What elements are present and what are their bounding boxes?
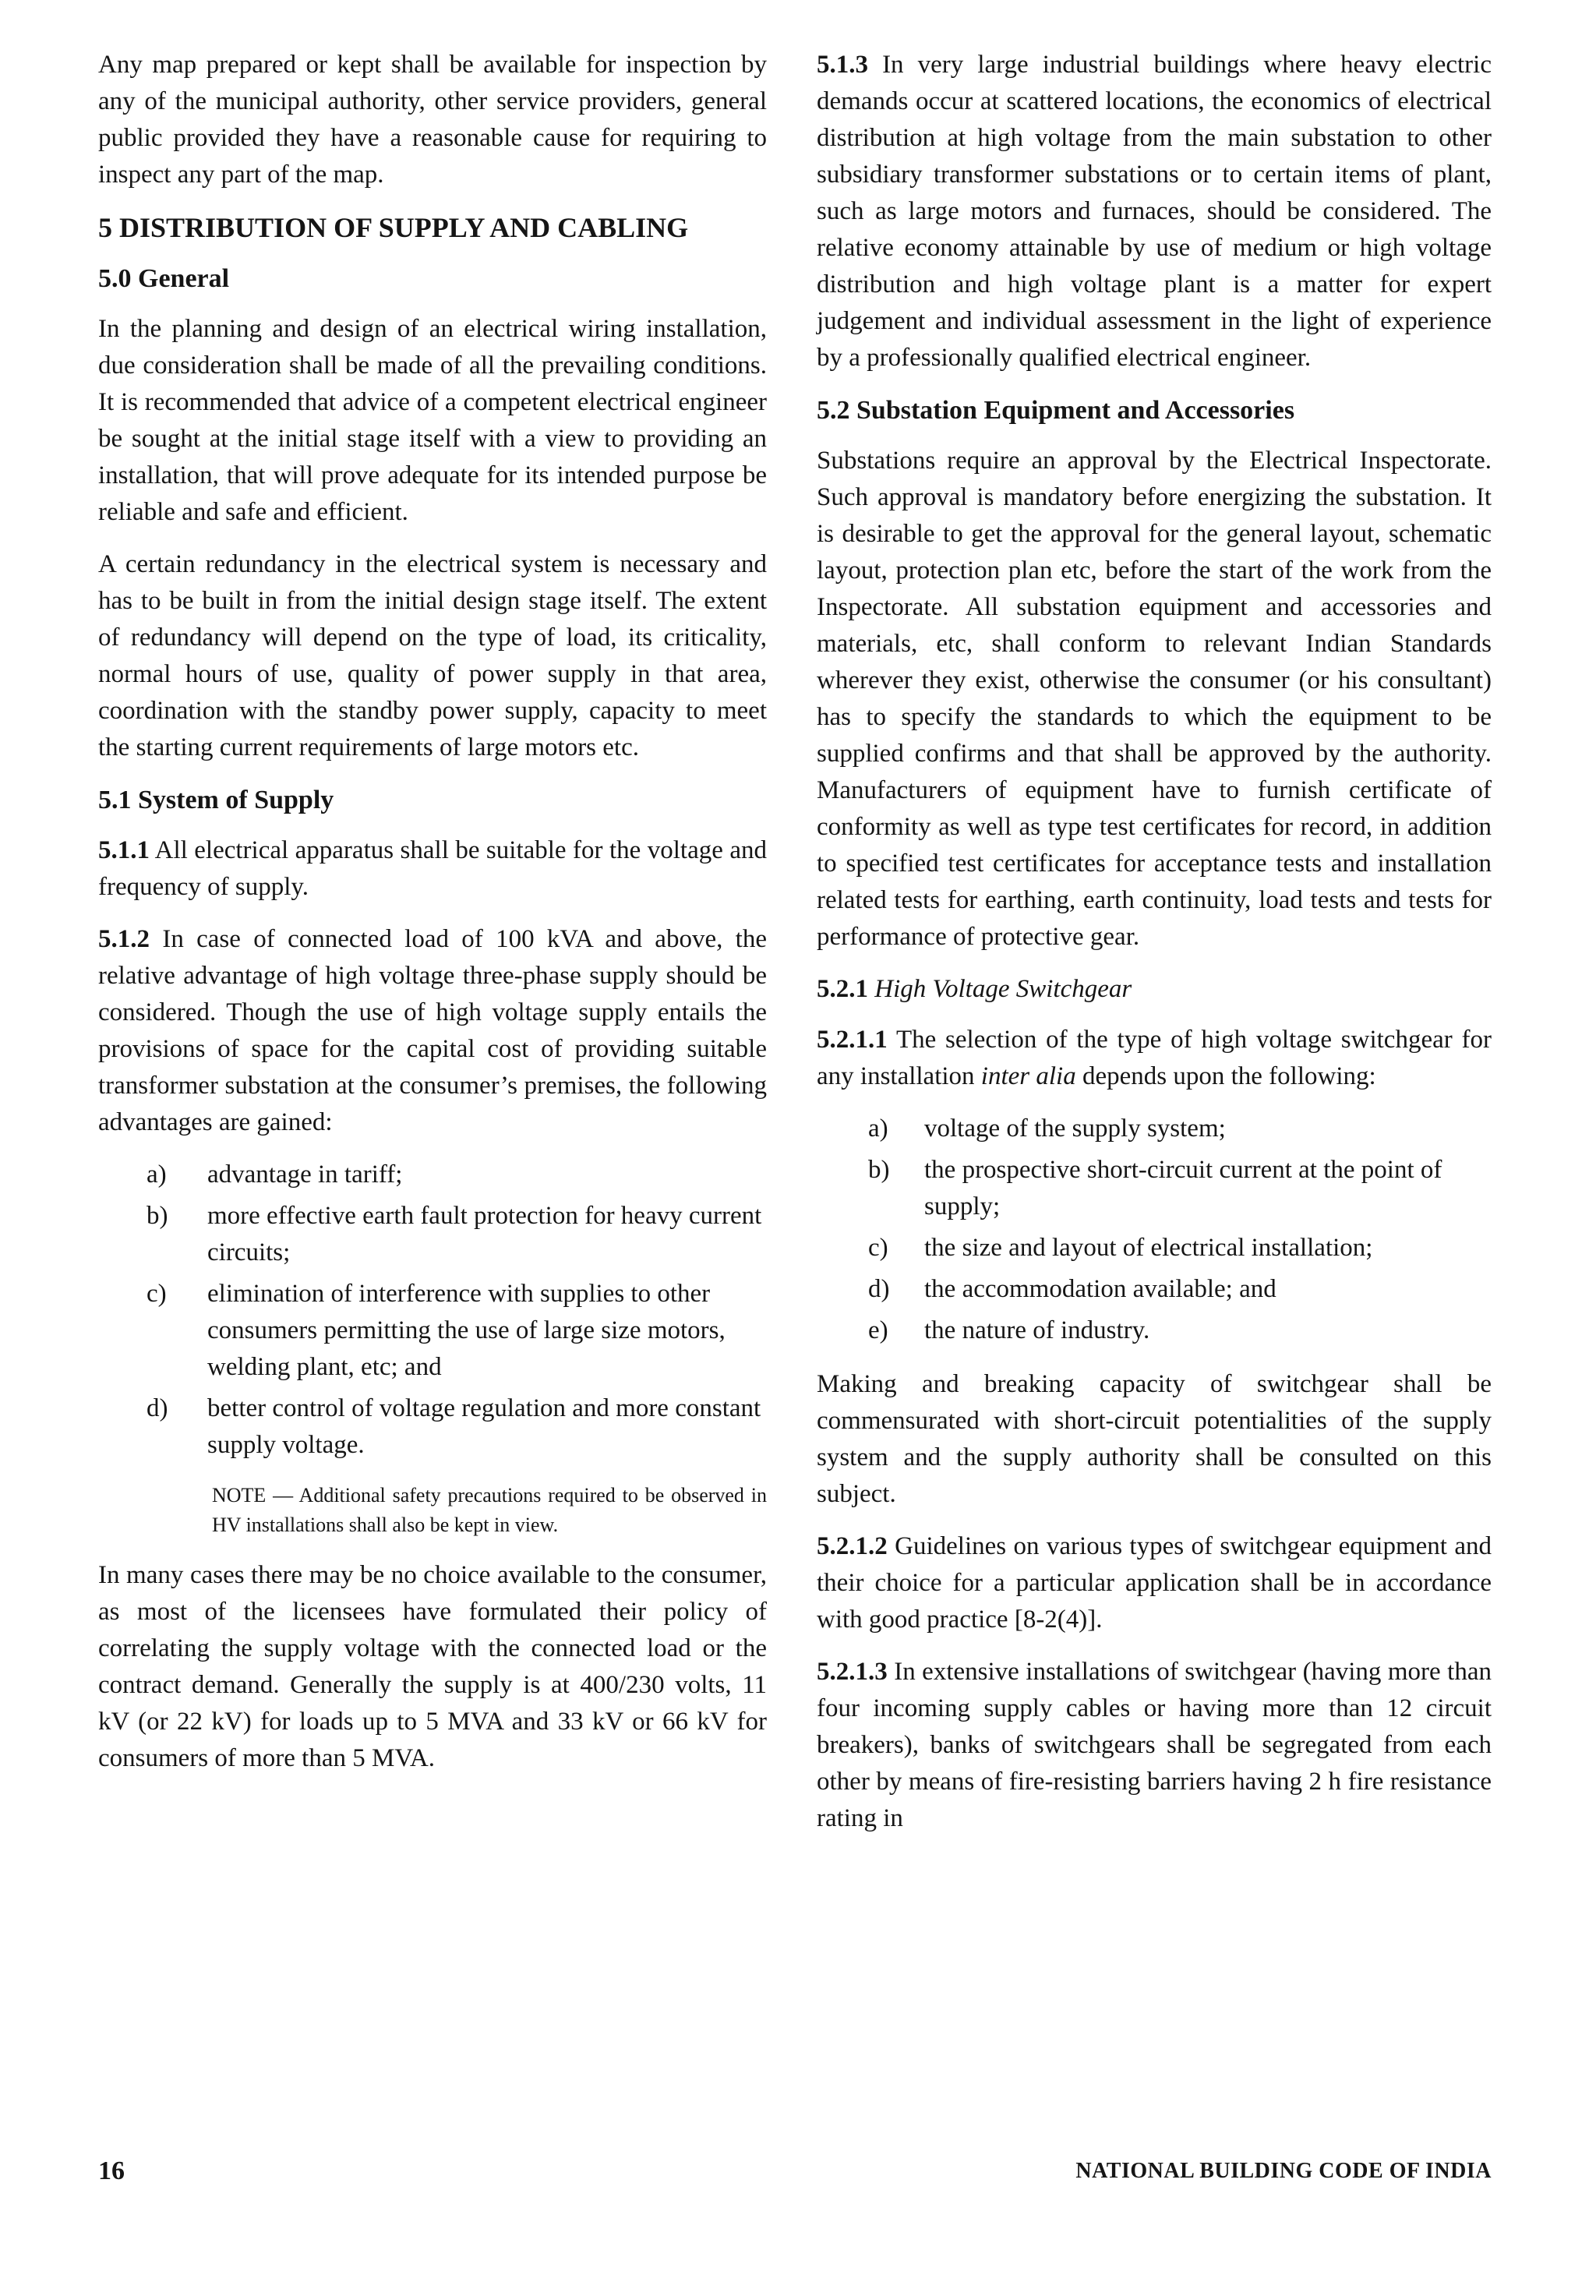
list-marker: d) <box>868 1275 890 1303</box>
clause-number: 5.2.1.2 <box>817 1532 888 1560</box>
clause-5-1-1 <box>98 832 767 906</box>
list-marker: a) <box>147 1160 167 1189</box>
section-heading: 5 DISTRIBUTION OF SUPPLY AND CABLING <box>98 212 689 243</box>
factors-list <box>817 1111 1492 1349</box>
list-item <box>98 1276 767 1386</box>
list-item <box>817 1312 1492 1349</box>
list-item-text: voltage of the supply system; <box>924 1114 1226 1143</box>
clause-title: High Voltage Switchgear <box>874 975 1132 1003</box>
list-item <box>98 1198 767 1271</box>
list-item-text: the nature of industry. <box>924 1316 1150 1344</box>
list-item-text: the accommodation available; and <box>924 1275 1276 1303</box>
latin-phrase: inter alia <box>980 1062 1076 1090</box>
publication-title: NATIONAL BUILDING CODE OF INDIA <box>1075 2159 1492 2183</box>
list-item-text: advantage in tariff; <box>207 1160 403 1189</box>
clause-text: The selection of the type of high voltage switchgear for any installation <box>817 1026 1492 1090</box>
substation-paragraph: Substations require an approval by the Electrical Inspectorate. Such approval is mandatory before energizing the substation. It is desirable to get the approval for the general layout, schematic layout, protection plan etc, before the start of the work from the Inspectorate. All substation equipment and accessories and materials, etc, shall conform to relevant Indian Standards wherever they exist, otherwise the consumer (or his consultant) has to specify the standards to which the equipment to be supplied confirms and that shall be approved by the authority. Manufacturers of equipment have to furnish certificate of conformity as well as type test certificates for record, in addition to specified test certificates for acceptance tests and installation related tests for earthing, earth continuity, load tests and tests for performance of protective gear. <box>817 447 1492 951</box>
clause-text: In case of connected load of 100 kVA and above, the relative advantage of high voltage three-phase supply should be considered. Though the use of high voltage supply entails the provisions of space for the capital cost of providing suitable transformer substation at the consumer’s premises, the following advantages are gained: <box>98 925 767 1136</box>
system-of-supply-heading: 5.1 System of Supply <box>98 786 334 814</box>
list-item <box>98 1390 767 1464</box>
list-marker: a) <box>868 1114 888 1143</box>
clause-number: 5.2.1 <box>817 975 868 1003</box>
clause-text: In very large industrial buildings where heavy electric demands occur at scattered locations, the economics of electrical distribution at high voltage from the main substation to other subsidiary transformer substations or to certain items of plant, such as large motors and furnaces, should be considered. The relative economy attainable by use of medium or high voltage distribution and high voltage plant is a matter for expert judgement and individual assessment in the light of experience by a professionally qualified electrical engineer. <box>817 51 1492 372</box>
clause-5-2-1-2 <box>817 1528 1492 1638</box>
making-breaking-paragraph: Making and breaking capacity of switchgear shall be commensurated with short-circuit potentialities of the supply system and the supply authority shall be consulted on this subject. <box>817 1370 1492 1508</box>
closing-paragraph: In many cases there may be no choice available to the consumer, as most of the licensees have formulated their policy of correlating the supply voltage with the connected load or the contract demand. Generally the supply is at 400/230 volts, 11 kV (or 22 kV) for loads up to 5 MVA and 33 kV or 66 kV for consumers of more than 5 MVA. <box>98 1561 767 1772</box>
clause-5-2-1-1 <box>817 1022 1492 1095</box>
right-column <box>817 47 1492 1853</box>
clause-5-2-1-3 <box>817 1654 1492 1837</box>
general-paragraph-1: In the planning and design of an electrical wiring installation, due consideration shall be made of all the prevailing conditions. It is recommended that advice of a competent electrical engineer be sought at the initial stage itself with a view to providing an installation, that will prove adequate for its intended purpose be reliable and safe and efficient. <box>98 315 767 526</box>
clause-number: 5.1.1 <box>98 836 150 864</box>
clause-5-1-2 <box>98 921 767 1141</box>
clause-number: 5.1.2 <box>98 925 150 953</box>
list-item <box>817 1111 1492 1147</box>
advantages-list <box>98 1157 767 1464</box>
list-marker: e) <box>868 1316 888 1344</box>
list-item-text: elimination of interference with supplies to other consumers permitting the use of large size motors, welding plant, etc; and <box>207 1280 726 1381</box>
list-marker: c) <box>868 1234 888 1262</box>
list-item-text: the size and layout of electrical installation; <box>924 1234 1373 1262</box>
list-item-text: better control of voltage regulation and more constant supply voltage. <box>207 1394 761 1459</box>
list-item <box>817 1230 1492 1266</box>
page-footer <box>98 2153 1492 2192</box>
list-marker: c) <box>147 1280 167 1308</box>
page-number: 16 <box>98 2156 125 2185</box>
general-heading: 5.0 General <box>98 264 230 293</box>
clause-text: In extensive installations of switchgear (having more than four incoming supply cables or having more than 12 circuit breakers), banks of switchgears shall be segregated from each other by means of fire-resisting barriers having 2 h fire resistance rating in <box>817 1658 1492 1832</box>
list-marker: d) <box>147 1394 168 1422</box>
clause-text-end: depends upon the following: <box>1075 1062 1376 1090</box>
list-item <box>98 1157 767 1193</box>
general-paragraph-2: A certain redundancy in the electrical system is necessary and has to be built in from the initial design stage itself. The extent of redundancy will depend on the type of load, its criticality, normal hours of use, quality of power supply in that area, coordination with the standby power supply, capacity to meet the starting current requirements of large motors etc. <box>98 550 767 761</box>
clause-number: 5.1.3 <box>817 51 868 79</box>
list-item <box>817 1152 1492 1225</box>
intro-paragraph: Any map prepared or kept shall be available for inspection by any of the municipal authority, other service providers, general public provided they have a reasonable cause for requiring to inspect any part of the map. <box>98 51 767 189</box>
left-column <box>98 47 767 1793</box>
list-item-text: the prospective short-circuit current at the point of supply; <box>924 1156 1442 1220</box>
clause-text: Guidelines on various types of switchgear equipment and their choice for a particular application shall be in accordance with good practice [8-2(4)]. <box>817 1532 1492 1634</box>
clause-number: 5.2.1.3 <box>817 1658 888 1686</box>
list-marker: b) <box>868 1156 890 1184</box>
clause-5-2-1 <box>817 971 1492 1008</box>
clause-5-1-3 <box>817 47 1492 376</box>
list-item-text: more effective earth fault protection for heavy current circuits; <box>207 1202 762 1266</box>
list-marker: b) <box>147 1202 168 1230</box>
note: NOTE — Additional safety precautions required to be observed in HV installations shall also be kept in view. <box>212 1484 767 1536</box>
clause-number: 5.2.1.1 <box>817 1026 888 1054</box>
list-item <box>817 1271 1492 1308</box>
substation-heading: 5.2 Substation Equipment and Accessories <box>817 396 1295 425</box>
clause-text: All electrical apparatus shall be suitable for the voltage and frequency of supply. <box>98 836 767 901</box>
